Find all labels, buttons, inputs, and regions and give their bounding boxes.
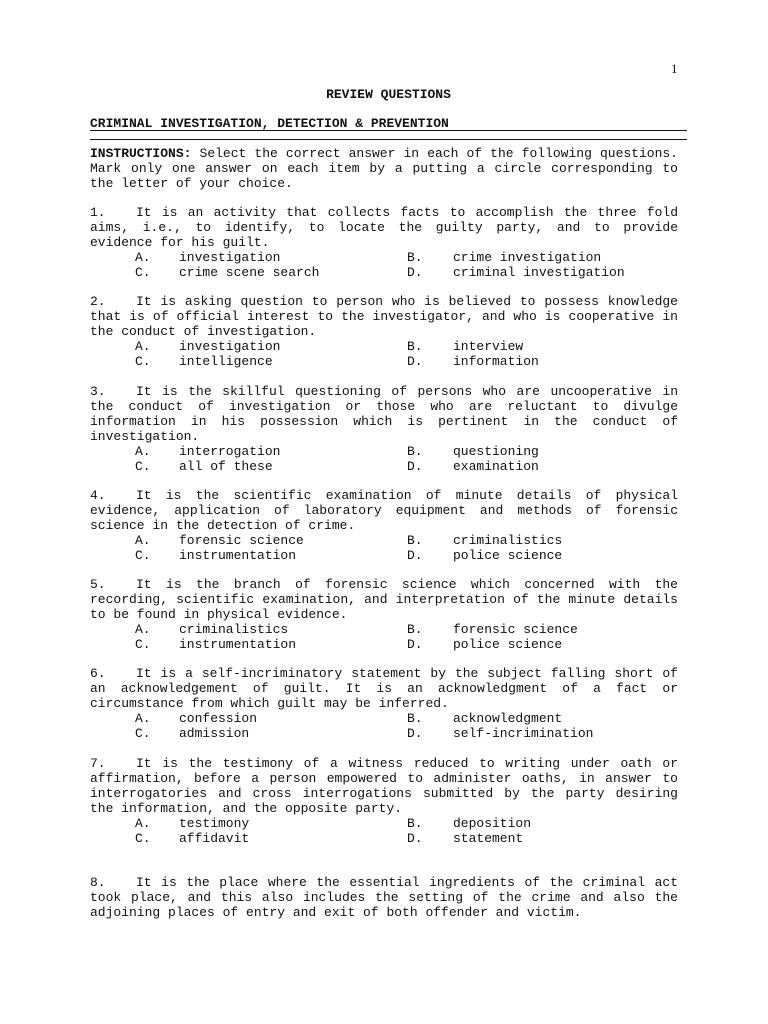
choice-text: criminalistics [453, 532, 563, 548]
choice-letter: C. [135, 636, 151, 652]
answer-choices [135, 251, 678, 281]
answer-choices [135, 712, 678, 742]
choice-letter: B. [407, 710, 423, 726]
double-rule-divider [90, 130, 687, 140]
choice-letter: D. [407, 725, 423, 741]
instructions-label: INSTRUCTIONS: [90, 146, 192, 161]
choice-letter: D. [407, 264, 423, 280]
question-stem [90, 757, 678, 817]
choice-text: all of these [179, 458, 273, 474]
question-number: 5. [90, 577, 106, 592]
choice-text: testimony [179, 815, 250, 831]
choice-letter: A. [135, 710, 151, 726]
question-stem [90, 385, 678, 445]
question-stem [90, 489, 678, 534]
question-7 [90, 757, 678, 846]
choice-text: self-incrimination [453, 725, 594, 741]
answer-choices [135, 445, 678, 475]
question-text: It is the scientific examination of minute details of physical evidence, application of laboratory equipment and methods of forensic science in the detection of crime. [90, 488, 678, 533]
question-stem [90, 578, 678, 623]
choice-letter: D. [407, 458, 423, 474]
choice-letter: A. [135, 338, 151, 354]
choice-letter: B. [407, 338, 423, 354]
question-text: It is a self-incriminatory statement by the subject falling short of an acknowledgement of guilt. It is an acknowledgment of a fact or circumstance from which guilt may be inferred. [90, 666, 678, 711]
answer-choices [135, 623, 678, 653]
answer-choices [135, 340, 678, 370]
question-4 [90, 489, 678, 564]
choice-letter: C. [135, 830, 151, 846]
choice-letter: D. [407, 353, 423, 369]
question-number: 6. [90, 666, 106, 681]
choice-text: investigation [179, 338, 281, 354]
choice-text: instrumentation [179, 547, 297, 563]
question-text: It is an activity that collects facts to accomplish the three fold aims, i.e., to identify, to locate the guilty party, and to provide evidence for his guilt. [90, 205, 678, 250]
choice-letter: B. [407, 249, 423, 265]
page-number: 1 [671, 61, 678, 76]
choice-letter: B. [407, 443, 423, 459]
choice-letter: C. [135, 547, 151, 563]
answer-choices [135, 534, 678, 564]
question-text: It is the branch of forensic science which concerned with the recording, scientific examination, and interpretation of the minute details to be found in physical evidence. [90, 577, 678, 622]
question-number: 3. [90, 384, 106, 399]
choice-letter: D. [407, 830, 423, 846]
choice-text: intelligence [179, 353, 273, 369]
choice-letter: D. [407, 547, 423, 563]
choice-text: examination [453, 458, 539, 474]
choice-text: crime scene search [179, 264, 320, 280]
choice-letter: C. [135, 458, 151, 474]
choice-text: interrogation [179, 443, 281, 459]
choice-text: deposition [453, 815, 532, 831]
question-text: It is the skillful questioning of persons who are uncooperative in the conduct of investigation or those who are reluctant to divulge information in his possession which is pertinent in the conduct of investigation. [90, 384, 678, 444]
instructions [90, 147, 678, 192]
choice-text: affidavit [179, 830, 250, 846]
choice-text: criminalistics [179, 621, 289, 637]
choice-text: forensic science [179, 532, 304, 548]
choice-text: instrumentation [179, 636, 297, 652]
choice-letter: A. [135, 443, 151, 459]
question-stem [90, 876, 678, 921]
choice-text: information [453, 353, 539, 369]
choice-letter: C. [135, 725, 151, 741]
question-number: 8. [90, 875, 106, 890]
question-stem [90, 206, 678, 251]
question-5 [90, 578, 678, 653]
choice-letter: B. [407, 621, 423, 637]
choice-letter: A. [135, 249, 151, 265]
question-1 [90, 206, 678, 281]
question-8 [90, 876, 678, 921]
question-3 [90, 385, 678, 474]
choice-text: admission [179, 725, 250, 741]
question-stem [90, 295, 678, 340]
choice-letter: A. [135, 815, 151, 831]
question-stem [90, 667, 678, 712]
question-number: 1. [90, 205, 106, 220]
document-subtitle: CRIMINAL INVESTIGATION, DETECTION & PREVENTION [90, 116, 449, 131]
choice-text: acknowledgment [453, 710, 563, 726]
choice-text: confession [179, 710, 258, 726]
choice-text: crime investigation [453, 249, 602, 265]
choice-text: forensic science [453, 621, 578, 637]
choice-text: statement [453, 830, 524, 846]
choice-letter: D. [407, 636, 423, 652]
choice-letter: A. [135, 621, 151, 637]
choice-text: interview [453, 338, 524, 354]
choice-text: police science [453, 636, 563, 652]
question-text: It is the testimony of a witness reduced to writing under oath or affirmation, before a person empowered to administer oaths, in answer to interrogatories and cross interrogations submitted by the party desiring the information, and the opposite party. [90, 756, 678, 816]
question-text: It is the place where the essential ingredients of the criminal act took place, and this also includes the setting of the crime and also the adjoining places of entry and exit of both offender and victim. [90, 875, 678, 920]
question-6 [90, 667, 678, 742]
choice-letter: C. [135, 353, 151, 369]
choice-text: questioning [453, 443, 539, 459]
choice-letter: C. [135, 264, 151, 280]
question-number: 7. [90, 756, 106, 771]
document-title: REVIEW QUESTIONS [326, 87, 451, 102]
choice-text: criminal investigation [453, 264, 625, 280]
question-text: It is asking question to person who is believed to possess knowledge that is of official interest to the investigator, and who is cooperative in the conduct of investigation. [90, 294, 678, 339]
choice-text: investigation [179, 249, 281, 265]
question-number: 4. [90, 488, 106, 503]
choice-letter: B. [407, 532, 423, 548]
question-number: 2. [90, 294, 106, 309]
instructions-text: Select the correct answer in each of the following questions. Mark only one answer on each item by a putting a circle corresponding to the letter of your choice. [90, 146, 678, 191]
choice-letter: B. [407, 815, 423, 831]
question-2 [90, 295, 678, 370]
choice-text: police science [453, 547, 563, 563]
choice-letter: A. [135, 532, 151, 548]
answer-choices [135, 817, 678, 847]
